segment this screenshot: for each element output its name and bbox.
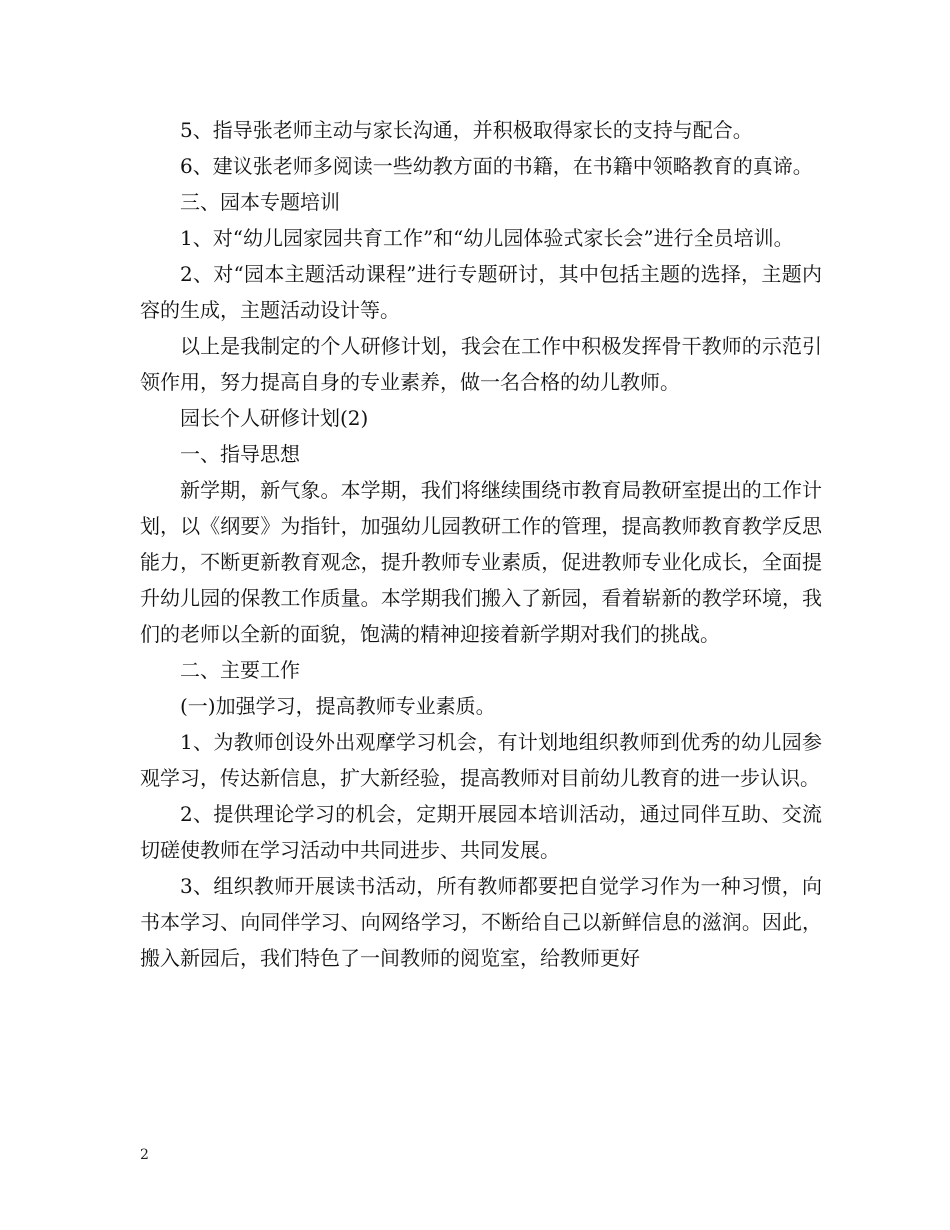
paragraph-guide-parent-communication: 5、指导张老师主动与家长沟通，并积极取得家长的支持与配合。 — [180, 118, 753, 142]
paragraph-suggest-reading: 6、建议张老师多阅读一些幼教方面的书籍，在书籍中领略教育的真谛。 — [180, 154, 813, 178]
page-number: 2 — [140, 1147, 149, 1163]
heading-guiding-ideology: 一、指导思想 — [180, 442, 300, 466]
heading-school-training: 三、园本专题培训 — [180, 190, 340, 214]
paragraph-work-item-1: 1、为教师创设外出观摩学习机会，有计划地组织教师到优秀的幼儿园参观学习，传达新信息，扩大新经验，提高教师对目前幼儿教育的进一步认识。 — [140, 730, 822, 790]
paragraph-work-item-3: 3、组织教师开展读书活动，所有教师都要把自觉学习作为一种习惯，向书本学习、向同伴学习、向网络学习，不断给自己以新鲜信息的滋润。因此，搬入新园后，我们特色了一间教师的阅览室，给教师更好 — [140, 874, 822, 970]
subheading-strengthen-learning: (一)加强学习，提高教师专业素质。 — [180, 694, 496, 718]
section-title-plan-2: 园长个人研修计划(2) — [180, 406, 369, 430]
paragraph-work-item-2: 2、提供理论学习的机会，定期开展园本培训活动，通过同伴互助、交流切磋使教师在学习活动中共同进步、共同发展。 — [140, 802, 822, 862]
paragraph-training-item-2: 2、对“园本主题活动课程”进行专题研讨，其中包括主题的选择，主题内容的生成，主题活动设计等。 — [140, 262, 822, 322]
paragraph-training-item-1: 1、对“幼儿园家园共育工作”和“幼儿园体验式家长会”进行全员培训。 — [180, 226, 794, 250]
paragraph-guiding-ideology: 新学期，新气象。本学期，我们将继续围绕市教育局教研室提出的工作计划，以《纲要》为指针，加强幼儿园教研工作的管理，提高教师教育教学反思能力，不断更新教育观念，提升教师专业素质，促进教师专业化成长，全面提升幼儿园的保教工作质量。本学期我们搬入了新园，看着崭新的教学环境，我们的老师以全新的面貌，饱满的精神迎接着新学期对我们的挑战。 — [140, 478, 822, 646]
paragraph-summary: 以上是我制定的个人研修计划，我会在工作中积极发挥骨干教师的示范引领作用，努力提高自身的专业素养，做一名合格的幼儿教师。 — [140, 334, 822, 394]
document-body — [140, 112, 822, 976]
heading-main-work: 二、主要工作 — [180, 658, 300, 682]
